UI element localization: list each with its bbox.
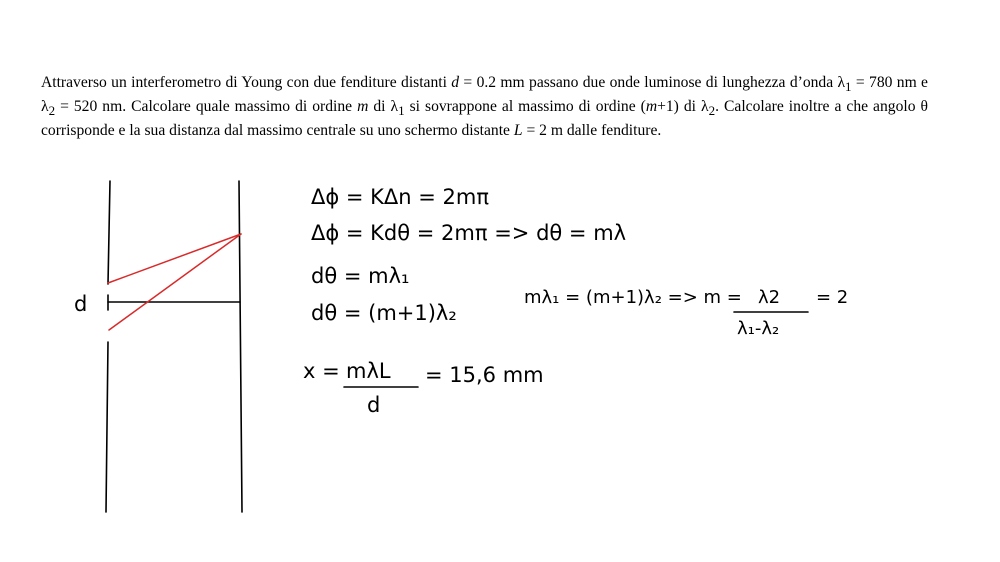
subscript: 2 [48, 103, 56, 119]
equation-phase-1: Δϕ = KΔn = 2mπ [311, 185, 490, 209]
problem-text: = 2 m dalle fenditure. [522, 122, 662, 140]
ray-lower [109, 234, 241, 330]
problem-text: . Calcolare inoltre a che angolo θ corrisponde e la sua distanza dal massimo centrale su uno schermo distante [41, 98, 928, 140]
problem-text: = 0.2 mm passano due onde luminose di lunghezza d’onda [459, 74, 838, 91]
result-x: = 15,6 mm [425, 363, 544, 387]
equation-m-left: mλ₁ = (m+1)λ₂ => m = [524, 287, 742, 308]
screen-line [239, 181, 242, 512]
symbol-lambda: λ [701, 98, 709, 116]
diagram-label-d: d [74, 292, 88, 316]
symbol-lambda: λ [390, 98, 399, 116]
symbol-lambda: λ [837, 74, 846, 91]
result-m: = 2 [816, 287, 849, 308]
subscript: 1 [398, 103, 405, 119]
fraction-m-numerator: λ2 [758, 287, 781, 308]
slit-wall-top [108, 181, 110, 284]
problem-text: = 780 nm e [851, 74, 928, 91]
symbol-lambda: λ [41, 98, 49, 116]
ray-upper [108, 234, 241, 283]
subscript: 2 [708, 103, 716, 119]
var-L: L [513, 122, 523, 140]
problem-text: di [368, 98, 391, 116]
problem-text: si sovrappone al massimo di ordine ( [404, 98, 646, 116]
equation-lambda2: dθ = (m+1)λ₂ [311, 301, 457, 325]
problem-text: +1) di [657, 98, 702, 116]
slit-diagram [74, 181, 242, 512]
fraction-m-denominator: λ₁-λ₂ [737, 318, 780, 339]
fraction-x-numerator: mλL [346, 359, 391, 383]
problem-text: = 520 nm. Calcolare quale massimo di ordine [55, 98, 358, 116]
fraction-x-denominator: d [367, 393, 381, 417]
problem-text: Attraverso un interferometro di Young con due fenditure distanti [41, 74, 452, 91]
subscript: 1 [845, 79, 852, 95]
equation-x-lhs: x = [303, 359, 340, 383]
var-d: d [451, 74, 460, 91]
var-m: m [357, 98, 369, 116]
equation-lambda1: dθ = mλ₁ [311, 264, 410, 288]
slit-wall-bottom [106, 342, 108, 512]
equation-phase-2: Δϕ = Kdθ = 2mπ => dθ = mλ [311, 221, 627, 245]
var-m: m [645, 98, 658, 116]
